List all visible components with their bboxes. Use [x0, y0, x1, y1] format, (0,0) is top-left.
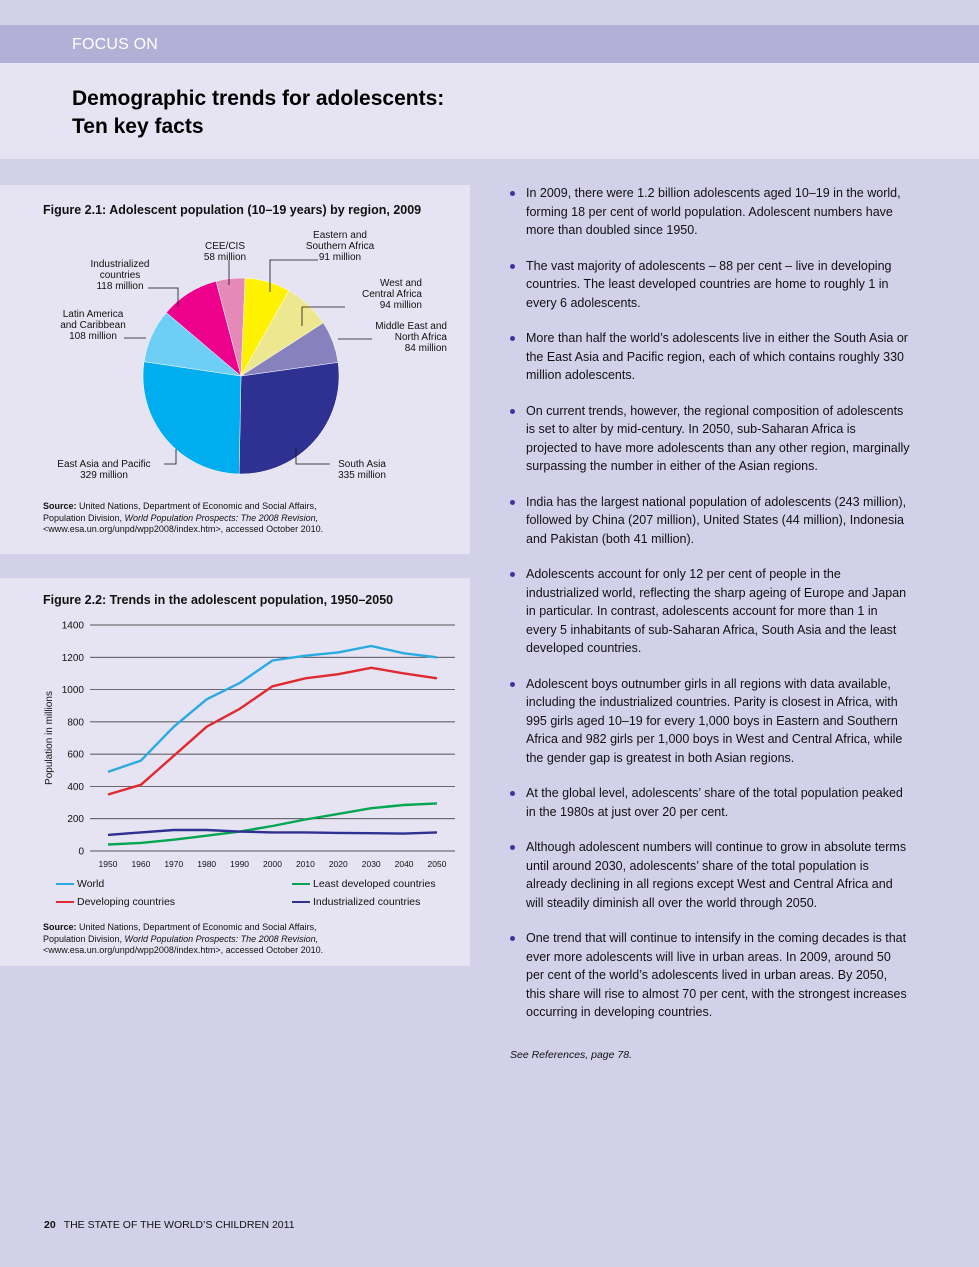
- legend-developing-label: Developing countries: [77, 896, 176, 908]
- series-line-developing-countries: [108, 668, 437, 795]
- key-fact-item: [510, 257, 910, 313]
- key-fact-text: India has the largest national population of adolescents (243 million), followed by China (207 million), United States (44 million), Indonesia and Pakistan (both 41 million).: [526, 494, 907, 546]
- label-esa-line1: Eastern and: [313, 230, 367, 241]
- label-mena-line2: North Africa: [394, 332, 447, 343]
- figure-2-1-source: [43, 501, 323, 536]
- legend-industrialized: [292, 896, 420, 908]
- bullet-dot: [510, 264, 515, 269]
- x-tick-label: 1980: [197, 859, 217, 869]
- source-label: Source:: [43, 501, 77, 511]
- label-cee-line1: CEE/CIS: [204, 241, 245, 252]
- label-cee-value: 58 million: [203, 252, 247, 263]
- label-wca-line1: West and: [379, 278, 422, 289]
- label-industrialized: [84, 259, 156, 292]
- legend-developing: [56, 896, 175, 908]
- see-references: See References, page 78.: [510, 1049, 633, 1061]
- key-fact-item: [510, 784, 910, 821]
- publication-title: THE STATE OF THE WORLD’S CHILDREN 2011: [63, 1219, 295, 1231]
- key-fact-text: One trend that will continue to intensify in the coming decades is that ever more adolescents will live in urban areas. In 2009, around 50 per cent of the world’s adolescents lived in urban areas. By 2050, this share will rise to almost 70 per cent, with the strongest increases occurring in developing countries.: [526, 931, 907, 1019]
- bullet-dot: [510, 682, 515, 687]
- figure-2-2-source: [43, 922, 323, 957]
- x-tick-label: 2040: [394, 859, 414, 869]
- bullet-dot: [510, 500, 515, 505]
- key-fact-text: On current trends, however, the regional composition of adolescents is set to alter by mid-century. In 2050, sub-Saharan Africa is projected to have more adolescents than any other region, marginally surpassing the number in either of the Asian regions.: [526, 403, 910, 473]
- x-tick-label: 2020: [328, 859, 348, 869]
- page-footer: [44, 1219, 295, 1231]
- source-text1: United Nations, Department of Economic and Social Affairs,: [76, 922, 317, 932]
- y-tick-label: 400: [67, 781, 84, 793]
- focus-on-label: FOCUS ON: [72, 36, 159, 53]
- label-west-central-africa: [322, 278, 422, 311]
- source-text3: <www.esa.un.org/unpd/wpp2008/index.htm>, accessed October 2010.: [43, 945, 324, 955]
- pie-leader-line: [164, 449, 176, 464]
- y-tick-label: 0: [78, 846, 84, 858]
- pie-slice-east-asia-and-pacific: [143, 362, 241, 474]
- label-industrialized-line2: countries: [99, 270, 141, 281]
- label-mena-line1: Middle East and: [375, 321, 447, 332]
- key-fact-text: More than half the world’s adolescents live in either the South Asia or the East Asia and Pacific region, each of which contains roughly 330 million adolescents.: [526, 331, 908, 382]
- key-facts-list: [510, 184, 910, 1039]
- bullet-dot: [510, 936, 515, 941]
- legend-world-swatch: [56, 883, 74, 885]
- figure-2-2-panel: [0, 578, 470, 966]
- label-wca-line2: Central Africa: [361, 289, 422, 300]
- focus-on-banner: [0, 25, 979, 63]
- source-label: Source:: [43, 922, 77, 932]
- key-fact-item: [510, 402, 910, 476]
- pie-slice-south-asia: [239, 362, 339, 474]
- series-line-world: [108, 646, 437, 772]
- key-fact-text: At the global level, adolescents’ share of the total population peaked in the 1980s at just over 20 per cent.: [526, 786, 903, 819]
- y-tick-label: 600: [67, 749, 84, 761]
- legend-world: [56, 878, 104, 890]
- label-industrialized-line1: Industrialized: [90, 259, 150, 270]
- figure-2-1-panel: [0, 185, 470, 554]
- title-box: [0, 63, 979, 159]
- bullet-dot: [510, 791, 515, 796]
- bullet-dot: [510, 336, 515, 341]
- key-fact-item: [510, 929, 910, 1022]
- x-tick-label: 1950: [98, 859, 118, 869]
- key-fact-text: In 2009, there were 1.2 billion adolescents aged 10–19 in the world, forming 18 per cent of world population. Adolescent numbers have more than doubled since 1950.: [526, 186, 901, 237]
- key-fact-text: Adolescents account for only 12 per cent of people in the industrialized world, reflecting the sharp ageing of Europe and Japan in particular. In contrast, adolescents account for more than 1 in every 5 inhabitants of sub-Saharan Africa, South Asia and the least developed countries.: [526, 567, 907, 655]
- legend-least-developed-label: Least developed countries: [313, 878, 436, 890]
- page-title-line2: Ten key facts: [72, 115, 204, 138]
- label-south-asia: [330, 459, 394, 481]
- key-fact-item: [510, 565, 910, 658]
- bullet-dot: [510, 572, 515, 577]
- source-italic: World Population Prospects: The 2008 Revision,: [124, 512, 319, 523]
- bullet-dot: [510, 409, 515, 414]
- label-esa-value: 91 million: [318, 252, 362, 263]
- label-eap-line1: East Asia and Pacific: [57, 459, 151, 470]
- label-middle-east-north-africa: [327, 321, 447, 354]
- label-wca-value: 94 million: [379, 300, 422, 311]
- label-lac-line1: Latin America: [62, 309, 124, 320]
- figure-2-1-title: Figure 2.1: Adolescent population (10–19 years) by region, 2009: [43, 203, 422, 217]
- y-tick-label: 800: [67, 717, 84, 729]
- page-number: 20: [44, 1219, 56, 1231]
- source-italic: World Population Prospects: The 2008 Revision,: [124, 933, 319, 944]
- key-fact-text: Although adolescent numbers will continue to grow in absolute terms until around 2030, adolescents’ share of the total population is already declining in all regions except West and Central Africa and will steadily diminish all over the world through 2050.: [526, 840, 907, 910]
- legend-industrialized-swatch: [292, 901, 310, 903]
- key-fact-text: Adolescent boys outnumber girls in all regions with data available, including the industrialized countries. Parity is closest in Africa, with 995 girls aged 10–19 for every 1,000 boys in Eastern and Southern Africa and 982 girls per 1,000 boys in West and Central Africa, while the gender gap is greatest in both Asian regions.: [526, 676, 903, 765]
- bullet-dot: [510, 845, 515, 850]
- series-line-industrialized-countries: [108, 830, 437, 835]
- line-chart: [0, 613, 470, 913]
- source-text3: <www.esa.un.org/unpd/wpp2008/index.htm>, accessed October 2010.: [43, 524, 324, 534]
- source-text2: Population Division,: [43, 512, 125, 523]
- label-lac-line2: and Caribbean: [60, 320, 126, 331]
- y-tick-label: 1400: [61, 620, 84, 632]
- key-fact-item: [510, 493, 910, 549]
- x-tick-label: 1960: [131, 859, 151, 869]
- legend-developing-swatch: [56, 901, 74, 903]
- label-eastern-southern-africa: [290, 230, 390, 263]
- label-sa-line1: South Asia: [338, 459, 386, 470]
- label-industrialized-value: 118 million: [96, 281, 144, 292]
- y-tick-label: 1200: [61, 652, 84, 664]
- y-tick-label: 200: [67, 814, 84, 826]
- x-tick-label: 2010: [295, 859, 315, 869]
- series-line-least-developed-countries: [108, 803, 437, 844]
- key-fact-item: [510, 675, 910, 768]
- key-fact-text: The vast majority of adolescents – 88 per cent – live in developing countries. The least developed countries are home to roughly 1 in every 6 adolescents.: [526, 258, 892, 310]
- label-sa-value: 335 million: [338, 470, 386, 481]
- x-tick-label: 2030: [361, 859, 381, 869]
- x-tick-label: 1970: [164, 859, 184, 869]
- label-lac-value: 108 million: [69, 331, 117, 342]
- figure-2-2-title: Figure 2.2: Trends in the adolescent population, 1950–2050: [43, 593, 394, 607]
- page-title: [72, 85, 444, 141]
- legend-industrialized-label: Industrialized countries: [313, 896, 421, 908]
- key-fact-item: [510, 329, 910, 385]
- x-tick-label: 1990: [230, 859, 250, 869]
- legend-least-developed-swatch: [292, 883, 310, 885]
- bullet-dot: [510, 191, 515, 196]
- label-latin-america: [50, 309, 136, 342]
- page-title-line1: Demographic trends for adolescents:: [72, 87, 445, 110]
- x-tick-label: 2050: [427, 859, 447, 869]
- x-tick-label: 2000: [263, 859, 282, 869]
- legend-least-developed: [292, 878, 436, 890]
- y-tick-label: 1000: [61, 685, 84, 697]
- label-esa-line2: Southern Africa: [305, 241, 375, 252]
- label-cee-cis: [195, 241, 255, 263]
- key-fact-item: [510, 184, 910, 240]
- label-eap-value: 329 million: [80, 470, 128, 481]
- key-fact-item: [510, 838, 910, 912]
- source-text2: Population Division,: [43, 933, 125, 944]
- source-text1: United Nations, Department of Economic and Social Affairs,: [76, 501, 317, 511]
- y-axis-label: Population in millions: [44, 691, 55, 785]
- label-east-asia-pacific: [48, 459, 160, 481]
- legend-world-label: World: [77, 878, 105, 890]
- label-mena-value: 84 million: [404, 343, 447, 354]
